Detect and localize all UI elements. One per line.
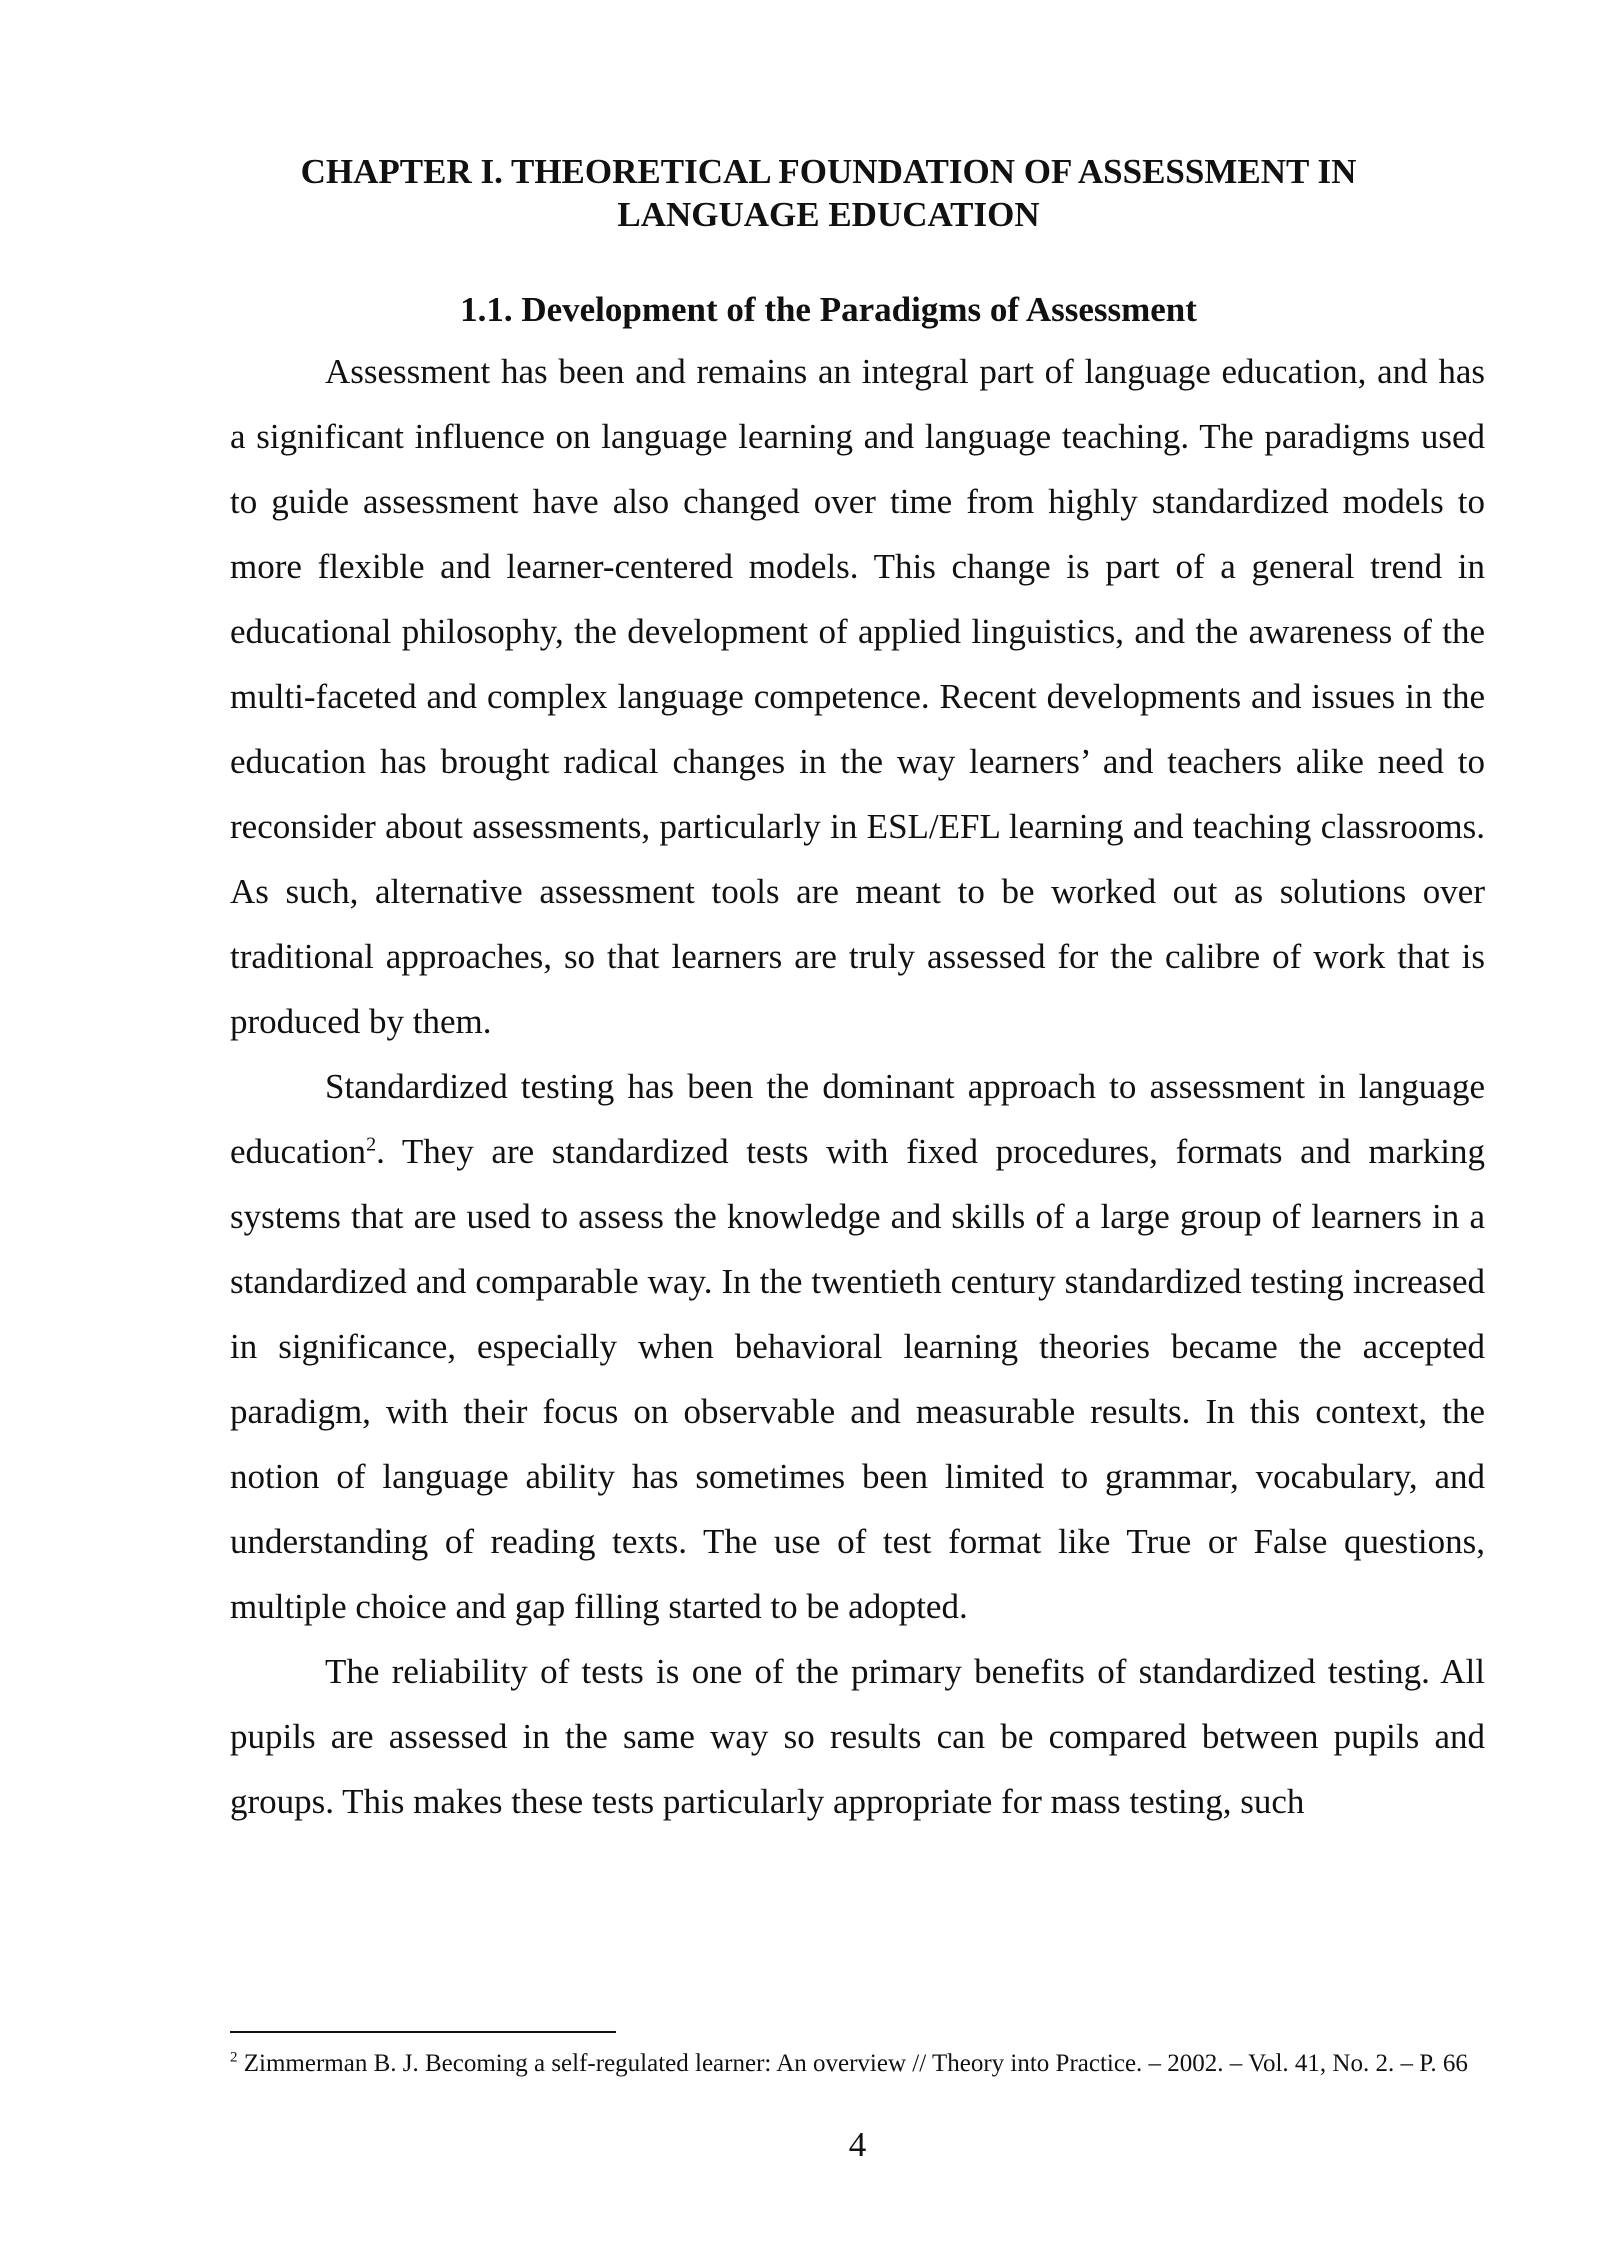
paragraph-1: Assessment has been and remains an integral part of language education, and has a significant influence on language learning and language teaching. The paradigms used to guide assessment have also changed over time from highly standardized models to more flexible and learner-centered models. This change is part of a general trend in educational philosophy, the development of applied linguistics, and the awareness of the multi-faceted and complex language competence. Recent developments and issues in the education has brought radical changes in the way learners’ and teachers alike need to reconsider about assessments, particularly in ESL/EFL learning and teaching classrooms. As such, alternative assessment tools are meant to be worked out as solutions over traditional approaches, so that learners are truly assessed for the calibre of work that is produced by them.	[230, 352, 1485, 1041]
paragraph-2-text-before-ref: Standardized testing has been the dominant approach to assessment in language education	[230, 1067, 1485, 1171]
footnote	[230, 2048, 1485, 2079]
paragraph-2-text-after-ref: . They are standardized tests with fixed procedures, formats and marking systems that are used to assess the knowledge and skills of a large group of learners in a standardized and comparable way. In the twentieth century standardized testing increased in significance, especially when behavioral learning theories became the accepted paradigm, with their focus on observable and measurable results. In this context, the notion of language ability has sometimes been limited to grammar, vocabulary, and understanding of reading texts. The use of test format like True or False questions, multiple choice and gap filling started to be adopted.	[230, 1132, 1485, 1626]
body-text	[230, 339, 1485, 1834]
page-number: 4	[848, 2125, 867, 2164]
footnote-text: Zimmerman B. J. Becoming a self-regulated learner: An overview // Theory into Practice. – 2002. – Vol. 41, No. 2. – P. 66	[237, 2050, 1468, 2077]
footnote-separator	[230, 2031, 616, 2033]
paragraph-3: The reliability of tests is one of the primary benefits of standardized testing. All pupils are assessed in the same way so results can be compared between pupils and groups. This makes these tests particularly appropriate for mass testing, such	[230, 1652, 1485, 1821]
paragraph-2	[230, 1054, 1485, 1639]
section-title: 1.1. Development of the Paradigms of Assessment	[460, 290, 1197, 329]
chapter-title: CHAPTER I. THEORETICAL FOUNDATION OF ASSESSMENT IN LANGUAGE EDUCATION	[300, 152, 1357, 234]
footnote-marker: 2	[230, 2049, 238, 2066]
footnote-reference: 2	[366, 1133, 377, 1156]
